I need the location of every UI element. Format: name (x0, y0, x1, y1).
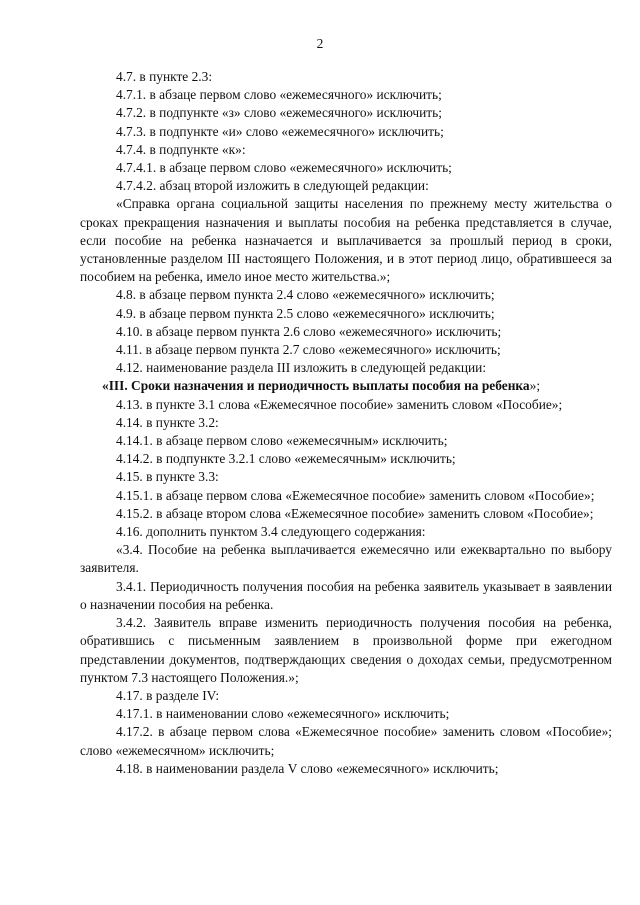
paragraph: 3.4.2. Заявитель вправе изменить периодичность получения пособия на ребенка, обратившись с письменным заявлением в произвольной форме при ежегодном представлении документов, подтверждающих сведения о доходах семьи, предусмотренном пунктом 7.3 настоящего Положения.»; (80, 615, 612, 685)
paragraph: 4.15.2. в абзаце втором слова «Ежемесячное пособие» заменить словом «Пособие»; (116, 505, 594, 521)
paragraph: 4.17.1. в наименовании слово «ежемесячного» исключить; (116, 706, 450, 722)
document-body (80, 68, 612, 778)
paragraph: 4.18. в наименовании раздела V слово «ежемесячного» исключить; (116, 760, 499, 776)
quoted-paragraph: «Справка органа социальной защиты населения по прежнему месту жительства о сроках прекращения назначения и выплаты пособия на ребенка представляется в случае, если пособие на ребенка назначается и выплачивается за прошлый период в сроки, установленные разделом III настоящего Положения, и в этот период лицо, обратившееся за пособием на ребенка, имело иное место жительства.»; (80, 196, 612, 285)
paragraph: 4.10. в абзаце первом пункта 2.6 слово «ежемесячного» исключить; (116, 323, 502, 339)
paragraph: 4.7. в пункте 2.3: (116, 69, 213, 84)
paragraph: 4.15. в пункте 3.3: (116, 469, 219, 485)
paragraph: 4.11. в абзаце первом пункта 2.7 слово «ежемесячного» исключить; (116, 342, 501, 358)
paragraph: 4.13. в пункте 3.1 слова «Ежемесячное пособие» заменить словом «Пособие»; (116, 396, 563, 412)
section-heading-bold: «III. Сроки назначения и периодичность выплаты пособия на ребенка (102, 378, 530, 394)
paragraph: 4.17.2. в абзаце первом слова «Ежемесячное пособие» заменить словом «Пособие»; слово «ежемесячном» исключить; (80, 724, 612, 758)
paragraph: 3.4.1. Периодичность получения пособия на ребенка заявитель указывает в заявлении о назначении пособия на ребенка. (80, 578, 612, 612)
paragraph: 4.14. в пункте 3.2: (116, 414, 219, 430)
paragraph: 4.16. дополнить пунктом 3.4 следующего содержания: (116, 524, 426, 540)
paragraph: 4.8. в абзаце первом пункта 2.4 слово «ежемесячного» исключить; (116, 287, 495, 303)
paragraph: 4.12. наименование раздела III изложить в следующей редакции: (116, 360, 487, 376)
quoted-paragraph: «3.4. Пособие на ребенка выплачивается ежемесячно или ежеквартально по выбору заявителя. (80, 542, 612, 576)
paragraph: 4.7.4.1. в абзаце первом слово «ежемесячного» исключить; (116, 160, 452, 176)
paragraph: 4.9. в абзаце первом пункта 2.5 слово «ежемесячного» исключить; (116, 305, 495, 321)
paragraph: 4.7.4.2. абзац второй изложить в следующей редакции: (116, 178, 429, 194)
paragraph: 4.17. в разделе IV: (116, 687, 220, 703)
page-number: 2 (316, 36, 324, 51)
paragraph: 4.7.3. в подпункте «и» слово «ежемесячного» исключить; (116, 123, 444, 139)
paragraph: 4.14.2. в подпункте 3.2.1 слово «ежемесячным» исключить; (116, 451, 456, 467)
paragraph: 4.7.2. в подпункте «з» слово «ежемесячного» исключить; (116, 105, 442, 121)
section-heading-tail: »; (529, 378, 541, 394)
section-heading (80, 377, 612, 395)
paragraph: 4.7.4. в подпункте «к»: (116, 141, 246, 157)
paragraph: 4.7.1. в абзаце первом слово «ежемесячного» исключить; (116, 87, 442, 103)
paragraph: 4.14.1. в абзаце первом слово «ежемесячным» исключить; (116, 433, 448, 449)
paragraph: 4.15.1. в абзаце первом слова «Ежемесячное пособие» заменить словом «Пособие»; (116, 487, 595, 503)
